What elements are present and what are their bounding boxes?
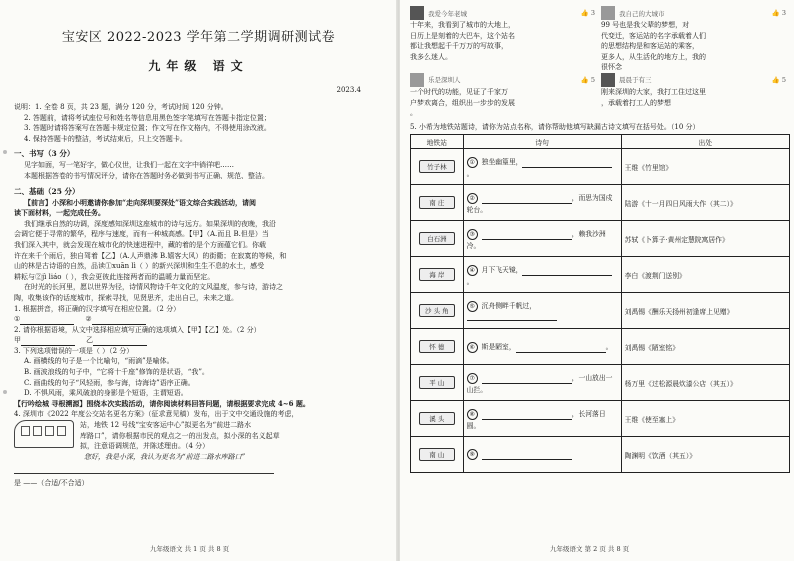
exam-title: 宝安区 2022-2023 学年第二学期调研测试卷 [61, 30, 336, 45]
instruction-line: 2. 答题前，请将考试座位号和姓名等信息用黑色签字笔填写在答题卡指定位置； [24, 113, 271, 122]
comment-text: 户梦欢离合，组织出一步步的发展 [410, 98, 515, 107]
poem-given-text: 月下飞天镜， [481, 265, 523, 274]
station-sign: 平 山 [419, 376, 455, 389]
section-text: 本题根据答卷的书写情况评分，请你在答题时务必做到书写正确、规范、整洁。 [24, 171, 269, 180]
source-cell: 陆游《十一月四日风雨大作（其二）》 [621, 185, 789, 221]
exam-subtitle: 九年级 语文 [148, 59, 249, 73]
section-text: 见字如面，写一笔好字，做心仪世，让我们一起在文字中徜徉吧…… [24, 161, 234, 170]
poem-cell [463, 329, 621, 365]
option-a: A. 画横线的句子是一个比喻句，“雨滴”是喻体。 [24, 357, 174, 366]
answer-blank[interactable] [21, 337, 75, 346]
table-row [411, 437, 790, 473]
station-sign: 沙 头 角 [419, 304, 455, 317]
comment-user: 晨晨于有三 [619, 76, 652, 85]
question-4-answer-blank-row [14, 462, 383, 478]
source-cell: 刘禹锡《酬乐天扬州初逢席上见赠》 [621, 293, 789, 329]
passage-line: 耕耘与②jì liáo（ ），我会更彼此连接两者而的温暖力量而坚定。 [14, 272, 215, 281]
poem-given-text: 。 [466, 169, 474, 178]
passage-line: 在时光的长河里，愿以世界为径，诗情风物诗千年文化的文风温度，参与诗，游诗之 [24, 283, 283, 292]
item-number: ④ [467, 265, 478, 276]
comment-text: 刚来深圳的大家，我打工住过这里 [601, 87, 706, 96]
answer-blank[interactable] [467, 312, 557, 321]
question-4-tail: 是 ——（合适/不合适） [14, 479, 89, 487]
comment-text: 日历上是刻着的大巴车，这个站名 [410, 31, 515, 40]
poem-given-text: ，而思为国戍轮台。 [466, 193, 613, 214]
train-illustration [14, 420, 74, 448]
exam-date: 2023.4 [336, 86, 361, 94]
comment-card [410, 6, 595, 73]
poem-cell [463, 149, 621, 185]
task-heading: 【行吟绘城 寻根溯源】围绕本次实践活动，请你阅读材料回答问题，请根据要求完成 4~6 题。 [14, 398, 310, 408]
answer-blank[interactable] [522, 267, 612, 276]
instruction-line: 4. 保持答题卡的整洁，考试结束后，只上交答题卡。 [24, 134, 187, 143]
poem-cell [463, 437, 621, 473]
passage-line: 山的林是古诗语的自然，品读①xuān lì（ ）的新兴深圳和生生不息的水土，感受 [14, 262, 265, 271]
item-number: ⑦ [467, 373, 478, 384]
comment-card [601, 6, 786, 73]
station-cell [411, 401, 464, 437]
station-sign: 溪 头 [419, 412, 455, 425]
answer-blank[interactable] [482, 195, 572, 204]
question-4: 4. 深圳市《2022 年度公交站名更名方案》（征求意见稿）发布，出于文中交通设施的考虑， [14, 410, 299, 419]
question-4-answer-stem: 您好，我是小深，我认为更名为“前进二路水库路口” [84, 452, 246, 461]
question-2-answer-row [14, 335, 383, 346]
station-cell [411, 437, 464, 473]
table-row [411, 293, 790, 329]
answer-blank[interactable] [482, 375, 572, 384]
option-c: C. 画曲线的句子“风轻雨，参与海，诗海诗”语序正确。 [24, 378, 195, 387]
poem-given-text: ，一山放出一山拦。 [466, 373, 613, 394]
preface-text: 读下面材料，一起完成任务。 [14, 208, 105, 218]
poem-given-text: 独坐幽篁里， [481, 157, 523, 166]
item-number: ① [467, 157, 478, 168]
station-cell [411, 293, 464, 329]
answer-slot-label: 甲 [14, 336, 21, 345]
passage-line: 陶，收集该作的话度城市，探索寻找，见贤思齐，走出自己，未来之道。 [14, 293, 238, 302]
question-5: 5. 小希为地铁站题诗，请你为站点名称，请你帮助他填写缺漏古诗文填写在括号处。（10 分） [410, 122, 700, 131]
comment-row [410, 73, 786, 119]
comment-text: ，承载着打工人的梦想 [601, 98, 671, 107]
answer-slot-label: 乙 [86, 336, 94, 345]
poem-given-text: ，赖我沙洲冷。 [466, 229, 606, 250]
like-count: 👍 3 [771, 9, 786, 17]
question-4-line: 站，地铁 12 号线“宝安客运中心”拟更名为“前进二路水 [80, 421, 252, 430]
poem-cell [463, 365, 621, 401]
instructions [14, 102, 383, 144]
section-heading-writing: 一、书写（3 分） [14, 149, 75, 159]
station-cell [411, 149, 464, 185]
comment-text: 的思想结构是和客运站的乘客， [601, 42, 699, 51]
option-b: B. 画波浪线的句子中，“它将十千座”修饰的是状语，“我”。 [24, 368, 209, 377]
station-sign: 海 岸 [419, 268, 455, 281]
poem-cell [463, 293, 621, 329]
comment-row [410, 6, 786, 73]
source-cell: 李白《渡荆门送别》 [621, 257, 789, 293]
answer-blank[interactable] [482, 451, 572, 460]
passage-line: 会调它便于寻常的繁华，程序与速度，而有一种城高感。【甲】（A.而且 B.但是）当 [14, 230, 269, 239]
station-poem-table [410, 134, 790, 473]
item-number: ⑥ [467, 342, 478, 353]
avatar [410, 6, 424, 20]
answer-blank[interactable] [93, 337, 147, 346]
table-row [411, 221, 790, 257]
station-cell [411, 185, 464, 221]
comment-text: 更多人，从生活化的地方上，我的 [601, 52, 706, 61]
preface-text: 【前言】小深和小明邀请你参加“走向深圳要深处”语文综合实践活动，请阅 [24, 197, 257, 207]
source-cell: 王维《使至塞上》 [621, 401, 789, 437]
poem-cell [463, 185, 621, 221]
poem-given-text: 沉舟侧畔千帆过， [481, 302, 537, 311]
comment-user: 乐是深圳人 [428, 76, 461, 85]
page-footer: 九年级语文 共 1 页 共 8 页 [150, 545, 230, 553]
station-sign: 怀 德 [419, 340, 455, 353]
table-header-row [411, 135, 790, 149]
station-cell [411, 365, 464, 401]
comment-text: 一个时代的功能，见证了千家万 [410, 87, 508, 96]
answer-blank[interactable] [20, 316, 74, 325]
passage-line: 我们继承自然的功调，深度感知深圳这座城市的诗与远方。如果深圳的夜晚，我沿 [24, 219, 276, 228]
binding-hole [3, 150, 7, 154]
avatar [601, 73, 615, 87]
comment-user: 我自己的大城市 [619, 9, 665, 18]
avatar [601, 6, 615, 20]
source-cell: 刘禹锡《陋室铭》 [621, 329, 789, 365]
answer-blank[interactable] [92, 316, 146, 325]
instruction-line: 说明：1. 全卷 8 页，共 23 题，满分 120 分，考试时间 120 分钟。 [14, 103, 228, 111]
comment-card [601, 73, 786, 119]
instruction-line: 3. 答题时请将答案写在答题卡规定位置；作文写在作文格内，不得使用涂改液。 [24, 124, 271, 133]
source-cell: 陶渊明《饮酒（其五）》 [621, 437, 789, 473]
station-cell [411, 257, 464, 293]
answer-blank[interactable] [14, 462, 274, 474]
column-header: 诗句 [463, 135, 621, 149]
comment-card [410, 73, 595, 119]
answer-blank[interactable] [482, 231, 572, 240]
poem-given-text: 。 [605, 342, 613, 351]
table-row [411, 401, 790, 437]
comment-text: 代变迁，客运站的名字承载着人们 [601, 31, 706, 40]
comment-text: 很怀念 [601, 63, 622, 72]
comment-text: 。 [410, 109, 417, 118]
comment-text: 99 号也是我父辈的梦想，对 [601, 21, 690, 29]
answer-blank[interactable] [482, 411, 572, 420]
poem-cell [463, 257, 621, 293]
poem-given-text: 。 [466, 277, 474, 286]
source-cell: 杨万里《过松源晨炊漆公店（其五）》 [621, 365, 789, 401]
section-heading-basics: 二、基础（25 分） [14, 186, 80, 196]
table-row [411, 257, 790, 293]
table-row [411, 149, 790, 185]
option-d: D. 不惧风雨，乘风破浪的身影是个短语，主谓短语。 [24, 389, 188, 398]
station-sign: 白石洲 [419, 232, 455, 245]
table-row [411, 365, 790, 401]
question-1-answer-row [14, 314, 383, 325]
exam-page-right [400, 0, 794, 561]
question-4-line: 拟，注意语调规范，并陈述理由。（4 分） [80, 442, 210, 451]
answer-blank[interactable] [522, 159, 612, 168]
answer-slot-label: ② [85, 315, 92, 324]
like-count: 👍 3 [580, 9, 595, 17]
item-number: ⑧ [467, 409, 478, 420]
column-header: 地铁站 [411, 135, 464, 149]
comment-user: 我爱今年老城 [428, 9, 467, 18]
item-number: ③ [467, 229, 478, 240]
like-count: 👍 5 [771, 75, 786, 84]
comment-text: 十年来，我看到了城市的大地上， [410, 21, 515, 29]
poem-cell [463, 401, 621, 437]
source-cell: 苏轼《卜算子·黄州定慧院寓居作》 [621, 221, 789, 257]
station-sign: 南 山 [419, 448, 455, 461]
binding-hole [3, 390, 7, 394]
like-count: 👍 5 [580, 75, 595, 84]
poem-given-text: 斯是陋室， [481, 342, 516, 351]
item-number: ⑤ [467, 301, 478, 312]
column-header: 出处 [621, 135, 789, 149]
station-cell [411, 221, 464, 257]
comment-text: 我多么迷人。 [410, 52, 452, 61]
passage-line: 我们深入其中，就会发现在城市化的快速进程中，藏的着的是个方面蕴它们。你载 [14, 240, 266, 249]
question-4-line: 库路口”，请你根据市民的观点之一的出发点，拟小深的名义起草 [80, 431, 280, 440]
answer-blank[interactable] [516, 344, 606, 353]
station-cell [411, 329, 464, 365]
question-1: 1. 根据拼音，将正确的汉字填写在相应位置。（2 分） [14, 304, 181, 313]
comment-text: 都让我想起千千万万的写故事， [410, 42, 508, 51]
item-number: ⑨ [467, 449, 478, 460]
item-number: ② [467, 193, 478, 204]
station-sign: 竹子林 [419, 160, 455, 173]
poem-given-text: ，长河落日圆。 [466, 409, 606, 430]
avatar [410, 73, 424, 87]
source-cell: 王维《竹里馆》 [621, 149, 789, 185]
passage-line: 许在来千个雨后，独自驾着【乙】（A.人声鼎沸 B.嬉客大风）的街衢；在寂寞的等候，和 [14, 251, 287, 260]
page-footer: 九年级语文 第 2 页 共 8 页 [550, 545, 630, 553]
table-row [411, 329, 790, 365]
table-row [411, 185, 790, 221]
answer-slot-label: ① [14, 315, 21, 324]
question-2: 2. 请你根据语境，从文中选择相应填写正确的选项填入【甲】【乙】处。（2 分） [14, 325, 261, 334]
question-3: 3. 下列选项错误的一项是（ ）（2 分） [14, 346, 134, 355]
poem-cell [463, 221, 621, 257]
station-sign: 南 庄 [419, 196, 455, 209]
